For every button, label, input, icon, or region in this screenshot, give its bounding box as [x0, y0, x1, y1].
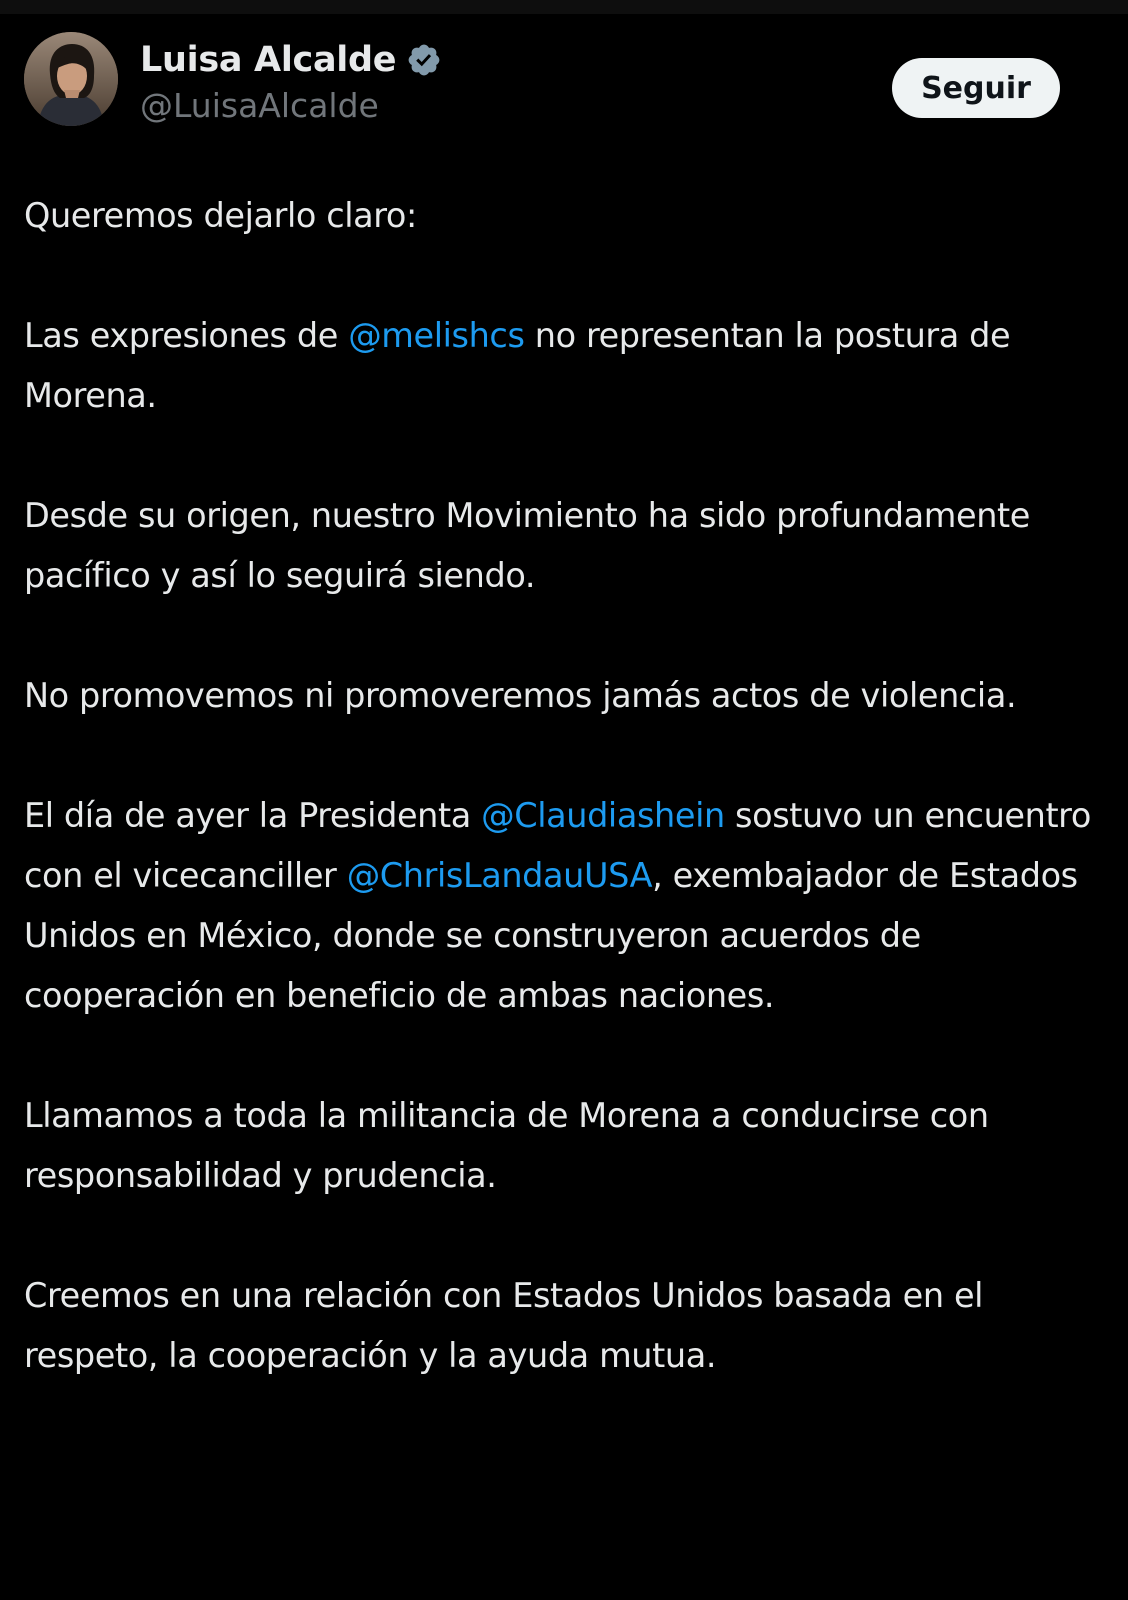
follow-button[interactable]: Seguir — [892, 58, 1060, 118]
tweet-paragraph-4: No promovemos ni promoveremos jamás actos de violencia. — [24, 676, 1017, 715]
top-strip — [0, 0, 1128, 14]
text-segment: sostuvo un encuentro con el vicecanciller — [24, 796, 1091, 895]
tweet-paragraph-6: Llamamos a toda la militancia de Morena a conducirse con responsabilidad y prudencia. — [24, 1096, 989, 1195]
tweet-header — [24, 32, 1104, 128]
tweet-paragraph-2 — [24, 306, 1104, 426]
display-name-row — [140, 36, 442, 84]
tweet-text — [24, 186, 1104, 1446]
text-segment: Las expresiones de — [24, 316, 349, 355]
mention-link-melishcs[interactable]: @melishcs — [348, 316, 525, 355]
text-segment: , exembajador de Estados Unidos en México, donde se construyeron acuerdos de cooperación en beneficio de ambas naciones. — [24, 856, 1078, 1015]
mention-link-claudiashein[interactable]: @Claudiashein — [481, 796, 725, 835]
avatar-image — [24, 32, 118, 126]
tweet-paragraph-3: Desde su origen, nuestro Movimiento ha sido profundamente pacífico y así lo seguirá siendo. — [24, 496, 1030, 595]
avatar[interactable] — [24, 32, 118, 126]
tweet-paragraph-7: Creemos en una relación con Estados Unidos basada en el respeto, la cooperación y la ayuda mutua. — [24, 1276, 984, 1375]
user-names — [140, 36, 442, 125]
tweet-paragraph-5 — [24, 786, 1104, 1026]
display-name[interactable]: Luisa Alcalde — [140, 40, 397, 80]
verified-badge-icon[interactable] — [406, 42, 442, 78]
mention-link-chrislandauusa[interactable]: @ChrisLandauUSA — [346, 856, 653, 895]
user-handle[interactable]: @LuisaAlcalde — [140, 86, 379, 125]
text-segment: no representan la postura de Morena. — [24, 316, 1011, 415]
text-segment: El día de ayer la Presidenta — [24, 796, 482, 835]
tweet-paragraph-1: Queremos dejarlo claro: — [24, 196, 417, 235]
